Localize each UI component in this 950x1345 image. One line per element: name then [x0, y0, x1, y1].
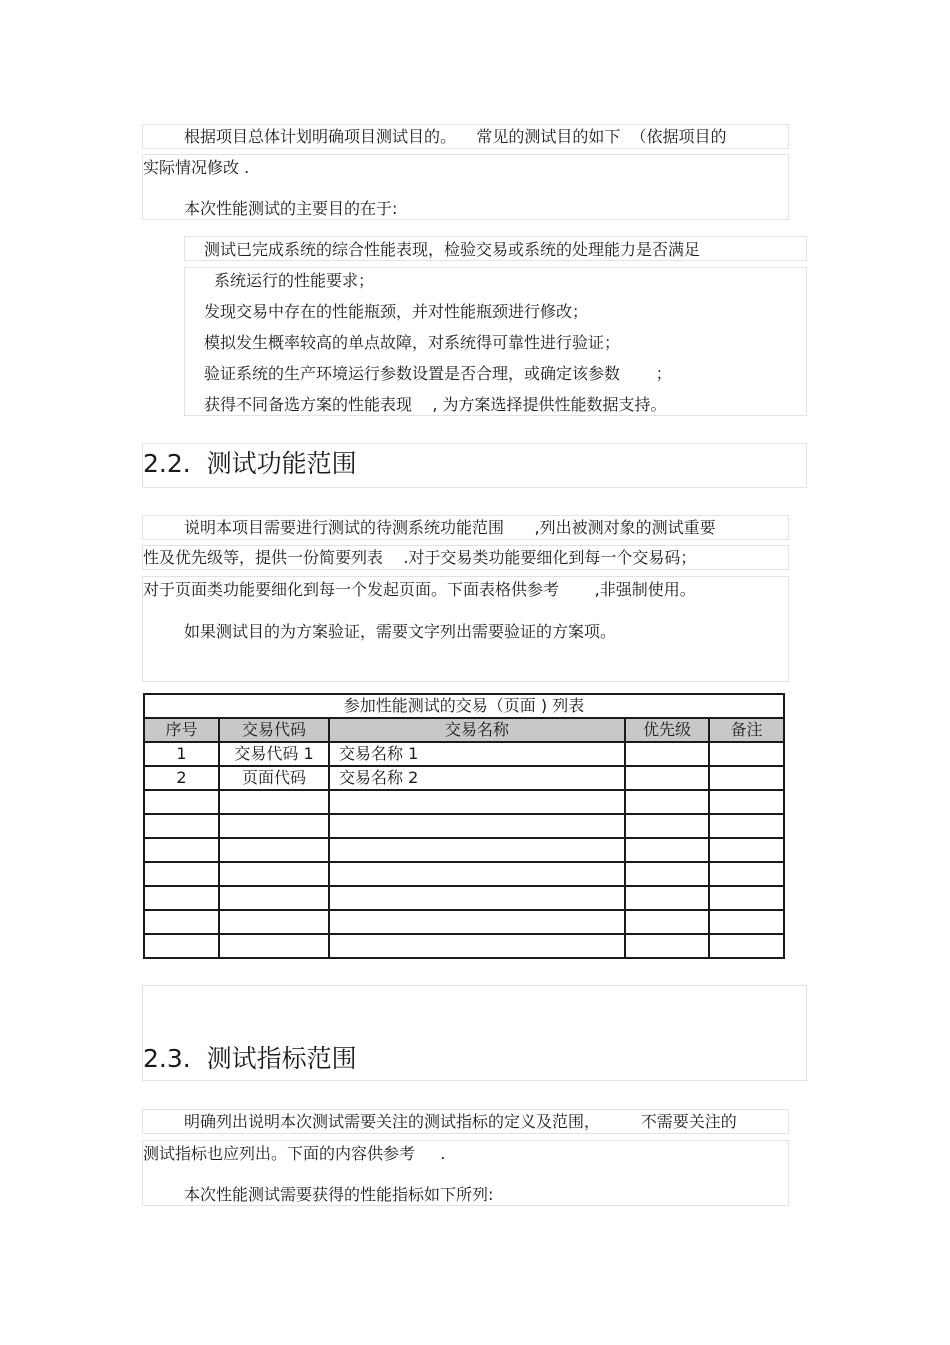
goal-intro-line-3: 本次性能测试的主要目的在于: [184, 199, 398, 218]
table-row [144, 790, 784, 814]
cell-name [329, 814, 625, 838]
table-row [144, 886, 784, 910]
cell-name [329, 862, 625, 886]
cell-name: 交易名称 1 [329, 742, 625, 766]
scope-line-2: 性及优先级等，提供一份简要列表 .对于交易类功能要细化到每一个交易码； [143, 548, 697, 567]
goal-item-5: 获得不同备选方案的性能表现 , 为方案选择提供性能数据支持。 [204, 395, 667, 414]
column-header-code: 交易代码 [219, 718, 329, 742]
cell-name [329, 910, 625, 934]
cell-index [144, 838, 219, 862]
cell-index: 2 [144, 766, 219, 790]
cell-remark [709, 886, 784, 910]
cell-priority [625, 838, 709, 862]
table-row [144, 766, 784, 790]
table-row [144, 742, 784, 766]
section-heading-2-3: 2.3. 测试指标范围 [143, 1044, 357, 1073]
cell-name: 交易名称 2 [329, 766, 625, 790]
cell-code [219, 790, 329, 814]
column-header-priority: 优先级 [625, 718, 709, 742]
goal-item-1: 测试已完成系统的综合性能表现，检验交易或系统的处理能力是否满足 [204, 240, 701, 259]
column-header-remark: 备注 [709, 718, 784, 742]
goal-item-2: 发现交易中存在的性能瓶颈，并对性能瓶颈进行修改； [204, 302, 589, 321]
scope-line-3: 对于页面类功能要细化到每一个发起页面。下面表格供参考 ,非强制使用。 [143, 580, 696, 599]
cell-code [219, 934, 329, 958]
table-row [144, 862, 784, 886]
goal-item-4: 验证系统的生产环境运行参数设置是否合理，或确定该参数 ； [204, 364, 672, 383]
cell-code [219, 886, 329, 910]
table-row [144, 934, 784, 958]
cell-code: 页面代码 [219, 766, 329, 790]
cell-index [144, 934, 219, 958]
cell-priority [625, 886, 709, 910]
table-caption: 参加性能测试的交易（页面 ) 列表 [144, 694, 784, 718]
cell-remark [709, 814, 784, 838]
metric-line-2: 测试指标也应列出。下面的内容供参考 . [143, 1144, 446, 1163]
cell-priority [625, 766, 709, 790]
cell-name [329, 886, 625, 910]
metric-line-3: 本次性能测试需要获得的性能指标如下所列: [184, 1185, 494, 1204]
column-header-index: 序号 [144, 718, 219, 742]
cell-priority [625, 862, 709, 886]
cell-priority [625, 910, 709, 934]
cell-remark [709, 862, 784, 886]
cell-priority [625, 742, 709, 766]
cell-priority [625, 934, 709, 958]
cell-code [219, 838, 329, 862]
transaction-table [143, 693, 785, 959]
cell-code [219, 910, 329, 934]
cell-priority [625, 814, 709, 838]
cell-name [329, 838, 625, 862]
cell-remark [709, 766, 784, 790]
cell-index [144, 910, 219, 934]
scope-line-1: 说明本项目需要进行测试的待测系统功能范围 ,列出被测对象的测试重要 [184, 518, 716, 537]
goal-item-3: 模拟发生概率较高的单点故障，对系统得可靠性进行验证； [204, 333, 621, 352]
table-row [144, 814, 784, 838]
cell-index [144, 790, 219, 814]
cell-index: 1 [144, 742, 219, 766]
goal-item-1-cont: 系统运行的性能要求； [214, 271, 375, 290]
cell-name [329, 790, 625, 814]
cell-remark [709, 742, 784, 766]
column-header-name: 交易名称 [329, 718, 625, 742]
cell-code: 交易代码 1 [219, 742, 329, 766]
goal-intro-line-2: 实际情况修改 . [143, 158, 250, 177]
cell-priority [625, 790, 709, 814]
table-row [144, 838, 784, 862]
cell-index [144, 814, 219, 838]
cell-name [329, 934, 625, 958]
scope-line-4: 如果测试目的为方案验证，需要文字列出需要验证的方案项。 [184, 622, 617, 641]
cell-index [144, 886, 219, 910]
cell-code [219, 814, 329, 838]
cell-index [144, 862, 219, 886]
metric-line-1: 明确列出说明本次测试需要关注的测试指标的定义及范围， 不需要关注的 [184, 1112, 737, 1131]
cell-remark [709, 910, 784, 934]
cell-remark [709, 790, 784, 814]
cell-remark [709, 838, 784, 862]
cell-code [219, 862, 329, 886]
cell-remark [709, 934, 784, 958]
goal-intro-line-1: 根据项目总体计划明确项目测试目的。 常见的测试目的如下 （依据项目的 [184, 127, 727, 146]
section-heading-2-2: 2.2. 测试功能范围 [143, 449, 357, 478]
table-row [144, 910, 784, 934]
